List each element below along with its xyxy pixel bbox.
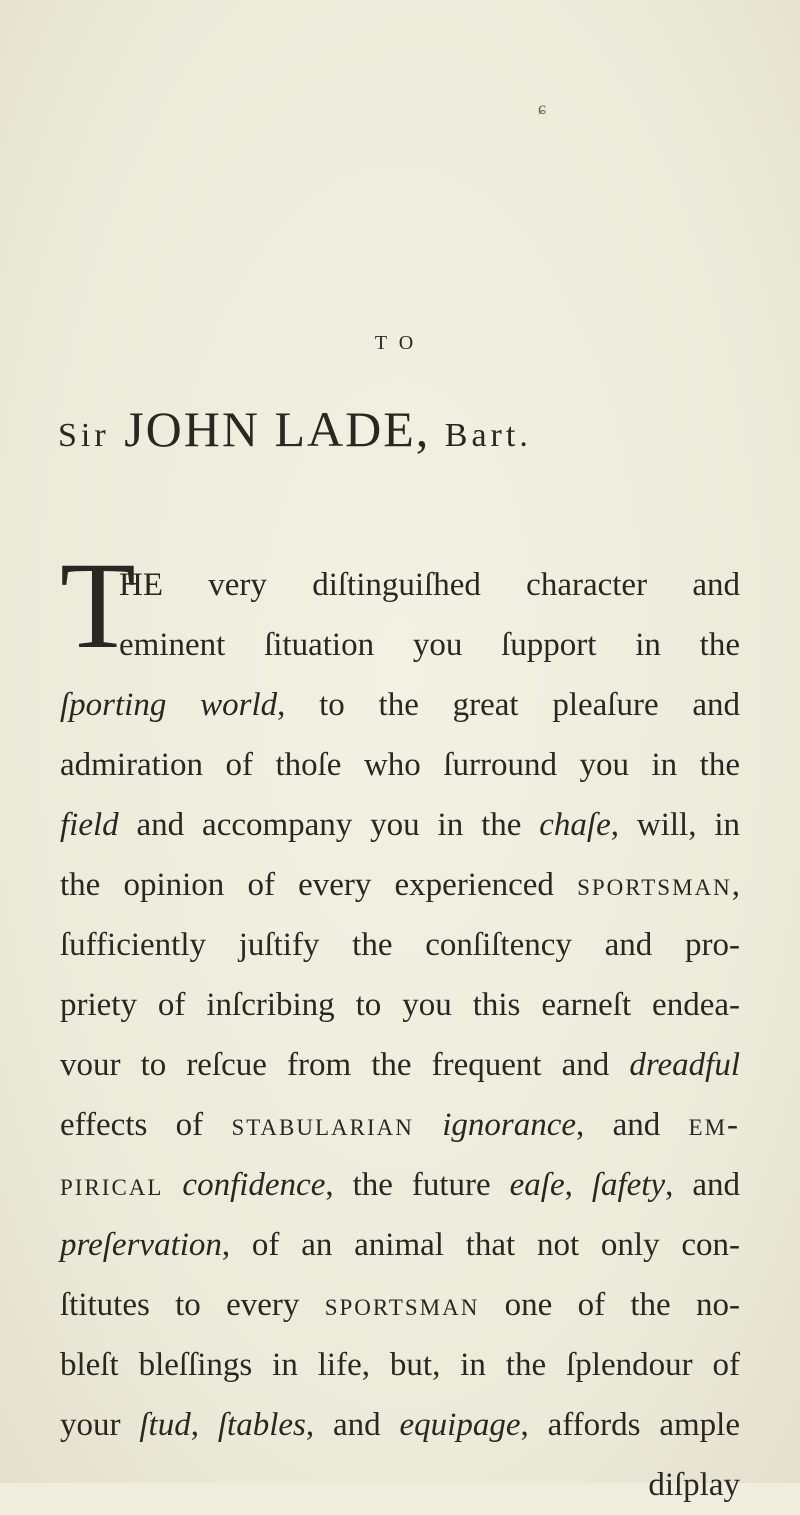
text-line: [60, 735, 740, 795]
text-run: diſplay: [648, 1467, 740, 1503]
dedication-text: [60, 537, 741, 1515]
text-run: pirical: [60, 1167, 164, 1203]
text-line: [60, 1335, 740, 1395]
text-line-content: [60, 1335, 740, 1395]
text-run: eminent ſituation you ſupport in the: [119, 627, 740, 663]
text-run: equipage: [399, 1407, 521, 1443]
text-run: ſufficiently juſtify the conſiſtency and pro-: [60, 927, 740, 963]
text-line: [60, 855, 740, 915]
text-run: , and: [665, 1167, 740, 1203]
text-run: [414, 1107, 442, 1143]
text-run: confidence: [182, 1167, 326, 1203]
text-line-content: [648, 1455, 740, 1515]
text-line-content: [60, 795, 740, 855]
text-run: admiration of thoſe who ſurround you in the: [60, 747, 740, 783]
text-line: [60, 615, 740, 675]
title-bart: Bart.: [444, 417, 532, 454]
text-line-content: [60, 1215, 740, 1275]
text-line-content: [60, 675, 740, 735]
text-run: ſafety: [591, 1167, 666, 1203]
text-run: [163, 1167, 182, 1203]
text-line: [60, 795, 740, 855]
text-line: [60, 1395, 740, 1455]
title-sir: Sir: [58, 417, 110, 454]
text-run: HE very diſtinguiſhed character and: [119, 567, 740, 603]
text-line-content: [119, 555, 740, 615]
text-run: , of an animal that not only con-: [221, 1227, 740, 1263]
text-run: , affords ample: [520, 1407, 741, 1443]
text-run: one of the no-: [479, 1287, 740, 1323]
drop-cap: T: [60, 537, 136, 674]
text-run: ſporting world: [60, 687, 278, 723]
text-line: [60, 915, 740, 975]
text-run: dreadful: [629, 1047, 740, 1083]
text-line: [60, 1095, 740, 1155]
dedication-title: [58, 400, 778, 458]
text-line-content: [60, 1155, 740, 1215]
text-run: ignorance: [442, 1107, 577, 1143]
text-run: sportsman: [577, 867, 732, 903]
dedication-to: TO: [374, 332, 426, 354]
text-run: , and: [305, 1407, 400, 1443]
text-run: priety of inſcribing to you this earneſt endea-: [60, 987, 740, 1023]
text-run: ſtables: [217, 1407, 306, 1443]
text-run: ,: [564, 1167, 592, 1203]
text-line-content: [60, 1395, 740, 1455]
text-line-content: [60, 975, 740, 1035]
text-run: vour to reſcue from the frequent and: [60, 1047, 630, 1083]
text-run: em-: [688, 1107, 741, 1143]
text-line: [60, 1155, 740, 1215]
text-line: [60, 675, 740, 735]
text-line-content: [60, 1095, 740, 1155]
text-run: ,: [190, 1407, 218, 1443]
text-run: eaſe: [509, 1167, 565, 1203]
text-run: ſtitutes to every: [60, 1287, 325, 1323]
text-line-content: [60, 855, 740, 915]
text-line: [60, 1455, 740, 1515]
text-run: your: [60, 1407, 140, 1443]
text-line-content: [60, 915, 740, 975]
ink-mark: ɕ: [538, 98, 546, 118]
text-line: [60, 1215, 740, 1275]
text-run: ,: [731, 867, 740, 903]
text-run: chaſe: [539, 807, 611, 843]
text-run: , and: [576, 1107, 689, 1143]
text-line: [60, 1035, 740, 1095]
title-name: JOHN LADE,: [124, 401, 431, 457]
text-line-content: [60, 1035, 740, 1095]
text-run: effects of: [60, 1107, 232, 1143]
text-line: [60, 555, 740, 615]
text-run: ſtud: [139, 1407, 191, 1443]
text-run: , to the great pleaſure and: [277, 687, 740, 723]
text-line-content: [60, 735, 740, 795]
text-run: stabularian: [231, 1107, 414, 1143]
text-run: sportsman: [324, 1287, 480, 1323]
text-run: , the future: [325, 1167, 510, 1203]
text-run: the opinion of every experienced: [60, 867, 578, 903]
text-line-content: [119, 615, 740, 675]
text-run: preſervation: [60, 1227, 222, 1263]
text-run: and accompany you in the: [118, 807, 540, 843]
text-run: field: [60, 807, 119, 843]
text-line: [60, 975, 740, 1035]
text-line: [60, 1275, 740, 1335]
text-run: , will, in: [610, 807, 740, 843]
text-run: bleſt bleſſings in life, but, in the ſplendour of: [60, 1347, 740, 1383]
text-line-content: [60, 1275, 740, 1335]
